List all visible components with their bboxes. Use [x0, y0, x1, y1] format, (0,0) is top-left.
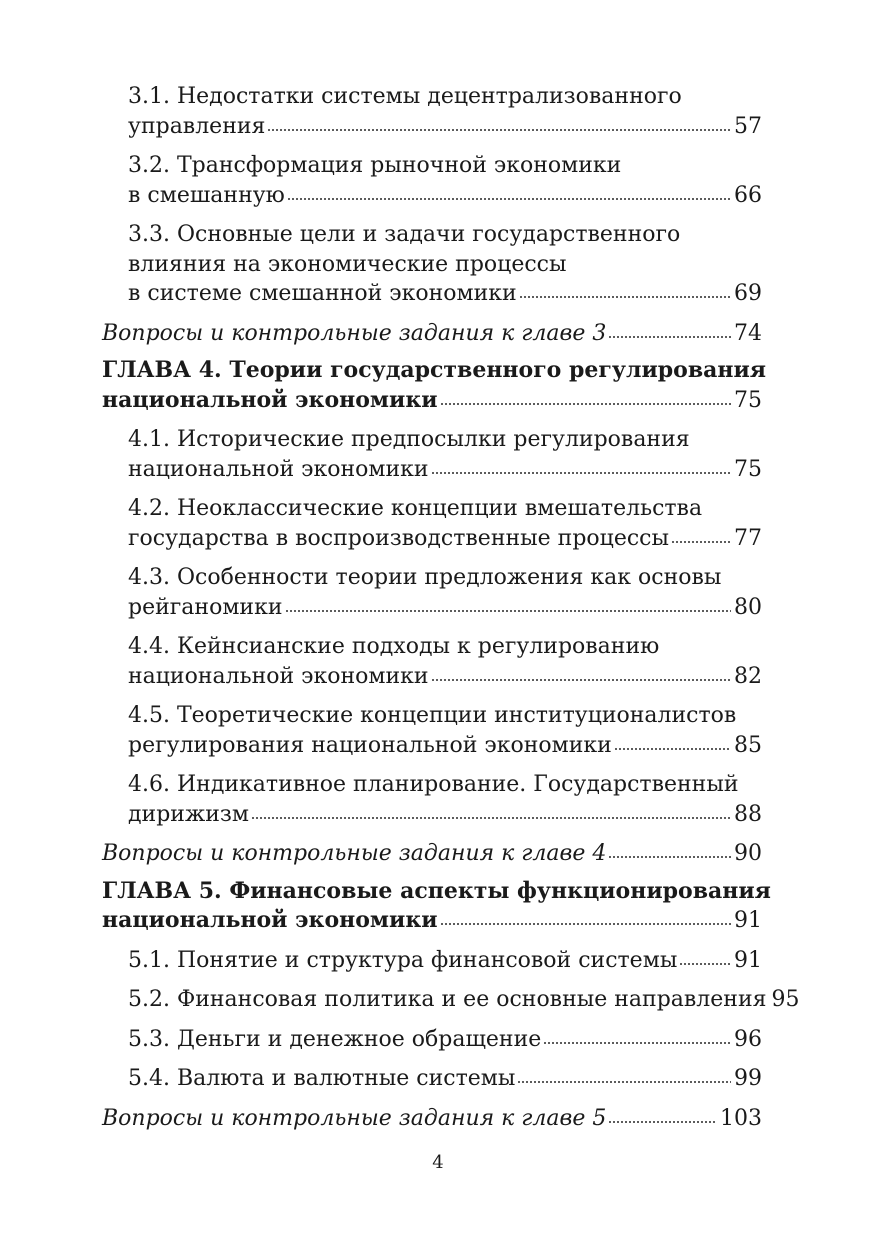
toc-entry-title: Вопросы и контрольные задания к главе 5 [102, 1105, 607, 1131]
toc-entry-line [128, 82, 762, 112]
dot-leader [440, 923, 731, 925]
toc-page-number: 90 [734, 841, 762, 866]
table-of-contents [102, 82, 800, 1133]
dot-leader [287, 198, 731, 200]
toc-entry-line [128, 632, 762, 662]
toc-page-number: 57 [734, 113, 762, 139]
dot-leader [671, 541, 731, 543]
dot-leader [431, 472, 731, 474]
toc-entry-leader-row [102, 839, 762, 869]
dot-leader [608, 1121, 717, 1123]
toc-entry-title: 5.2. Финансовая политика и ее основные направления [128, 987, 767, 1012]
toc-questions-entry[interactable] [102, 839, 762, 869]
toc-chapter-entry[interactable] [102, 877, 771, 936]
toc-entry-title: 3.1. Недостатки системы децентрализованного [128, 84, 682, 109]
toc-page-number: 75 [734, 456, 762, 482]
toc-page-number: 88 [734, 801, 762, 827]
toc-entry-line [128, 151, 762, 181]
toc-entry-title: национальной экономики [128, 456, 429, 482]
toc-entry-leader-row [102, 386, 762, 416]
toc-page-number: 91 [734, 947, 762, 973]
dot-leader [440, 403, 731, 405]
toc-section-entry[interactable] [102, 985, 800, 1015]
toc-section-entry[interactable] [102, 494, 762, 553]
toc-entry-line [128, 494, 762, 524]
toc-page-number: 85 [734, 732, 762, 758]
toc-page-number: 74 [734, 320, 762, 346]
toc-page-number: 99 [734, 1066, 762, 1091]
dot-leader [431, 679, 731, 681]
toc-entry-title: национальной экономики [102, 386, 438, 413]
toc-entry-title: 5.3. Деньги и денежное обращение [128, 1026, 542, 1052]
toc-page-number: 95 [771, 987, 800, 1012]
toc-questions-entry[interactable] [102, 1104, 762, 1134]
toc-page-number: 82 [734, 663, 762, 689]
toc-section-entry[interactable] [102, 770, 762, 829]
toc-section-entry[interactable] [102, 1025, 762, 1055]
toc-page-number: 91 [734, 908, 762, 933]
toc-entry-leader-row [128, 593, 762, 623]
toc-entry-leader-row [128, 985, 800, 1015]
toc-entry-leader-row [102, 319, 762, 349]
toc-section-entry[interactable] [102, 82, 762, 141]
toc-entry-line [128, 770, 762, 800]
toc-section-entry[interactable] [102, 563, 762, 622]
toc-entry-leader-row [128, 800, 762, 830]
toc-entry-leader-row [128, 946, 762, 976]
toc-entry-title: национальной экономики [128, 663, 429, 689]
dot-leader [285, 610, 731, 612]
toc-entry-title: 3.3. Основные цели и задачи государственного [128, 222, 681, 247]
toc-entry-title: 5.4. Валюта и валютные системы [128, 1066, 516, 1091]
toc-entry-title: национальной экономики [102, 907, 438, 933]
toc-entry-title: 4.3. Особенности теории предложения как основы [128, 565, 722, 590]
toc-chapter-entry[interactable] [102, 356, 767, 415]
toc-entry-title: Вопросы и контрольные задания к главе 4 [102, 841, 607, 866]
dot-leader [519, 296, 731, 298]
toc-entry-title: рейганомики [128, 594, 283, 620]
toc-entry-title: ГЛАВА 4. Теории государственного регулирования [102, 357, 767, 383]
toc-entry-leader-row [128, 1064, 762, 1094]
dot-leader [614, 748, 731, 750]
toc-entry-leader-row [128, 181, 762, 211]
toc-entry-title: дирижизм [128, 801, 249, 827]
toc-entry-title: в смешанную [128, 182, 285, 208]
toc-entry-title: государства в воспроизводственные процессы [128, 525, 669, 551]
toc-entry-line [102, 877, 771, 907]
toc-entry-leader-row [128, 524, 762, 554]
toc-page-number: 66 [734, 182, 762, 208]
toc-page-number: 80 [734, 594, 762, 620]
toc-entry-leader-row [128, 455, 762, 485]
dot-leader [608, 336, 731, 338]
toc-entry-leader-row [102, 906, 762, 936]
toc-entry-title: в системе смешанной экономики [128, 281, 517, 306]
toc-entry-title: управления [128, 113, 266, 139]
toc-entry-line [128, 563, 762, 593]
toc-entry-line [128, 425, 762, 455]
dot-leader [251, 817, 731, 819]
toc-page-number: 96 [734, 1026, 762, 1052]
toc-entry-title: влияния на экономические процессы [128, 251, 567, 277]
toc-entry-leader-row [102, 1104, 762, 1134]
toc-entry-line [102, 356, 767, 386]
toc-entry-line [128, 701, 762, 731]
dot-leader [608, 856, 731, 858]
dot-leader [679, 963, 731, 965]
toc-entry-title: регулирования национальной экономики [128, 732, 612, 758]
toc-entry-leader-row [128, 731, 762, 761]
toc-entry-leader-row [128, 662, 762, 692]
toc-entry-title: 4.5. Теоретические концепции институционалистов [128, 703, 737, 728]
toc-section-entry[interactable] [102, 151, 762, 210]
dot-leader [517, 1081, 731, 1083]
toc-section-entry[interactable] [102, 701, 762, 760]
toc-entry-leader-row [128, 279, 762, 309]
toc-page-number: 77 [734, 525, 762, 551]
toc-section-entry[interactable] [102, 946, 762, 976]
toc-page-number: 75 [734, 387, 762, 413]
toc-entry-title: 3.2. Трансформация рыночной экономики [128, 153, 622, 178]
dot-leader [543, 1042, 731, 1044]
toc-section-entry[interactable] [102, 220, 762, 309]
toc-page-number: 103 [720, 1105, 762, 1131]
toc-entry-line [128, 250, 762, 280]
toc-page-number: 69 [734, 281, 762, 306]
toc-questions-entry[interactable] [102, 319, 762, 349]
toc-section-entry[interactable] [102, 1064, 762, 1094]
toc-entry-line [128, 220, 762, 250]
page-number: 4 [432, 1152, 444, 1173]
toc-entry-title: 4.2. Неоклассические концепции вмешательства [128, 496, 703, 521]
toc-entry-title: ГЛАВА 5. Финансовые аспекты функционирования [102, 877, 771, 904]
toc-entry-title: Вопросы и контрольные задания к главе 3 [102, 320, 607, 346]
toc-entry-title: 5.1. Понятие и структура финансовой системы [128, 947, 678, 973]
toc-entry-title: 4.6. Индикативное планирование. Государственный [128, 772, 739, 797]
dot-leader [267, 129, 731, 131]
toc-section-entry[interactable] [102, 425, 762, 484]
toc-entry-leader-row [128, 112, 762, 142]
toc-entry-title: 4.4. Кейнсианские подходы к регулированию [128, 634, 660, 659]
toc-entry-title: 4.1. Исторические предпосылки регулирования [128, 427, 690, 452]
toc-entry-leader-row [128, 1025, 762, 1055]
toc-section-entry[interactable] [102, 632, 762, 691]
